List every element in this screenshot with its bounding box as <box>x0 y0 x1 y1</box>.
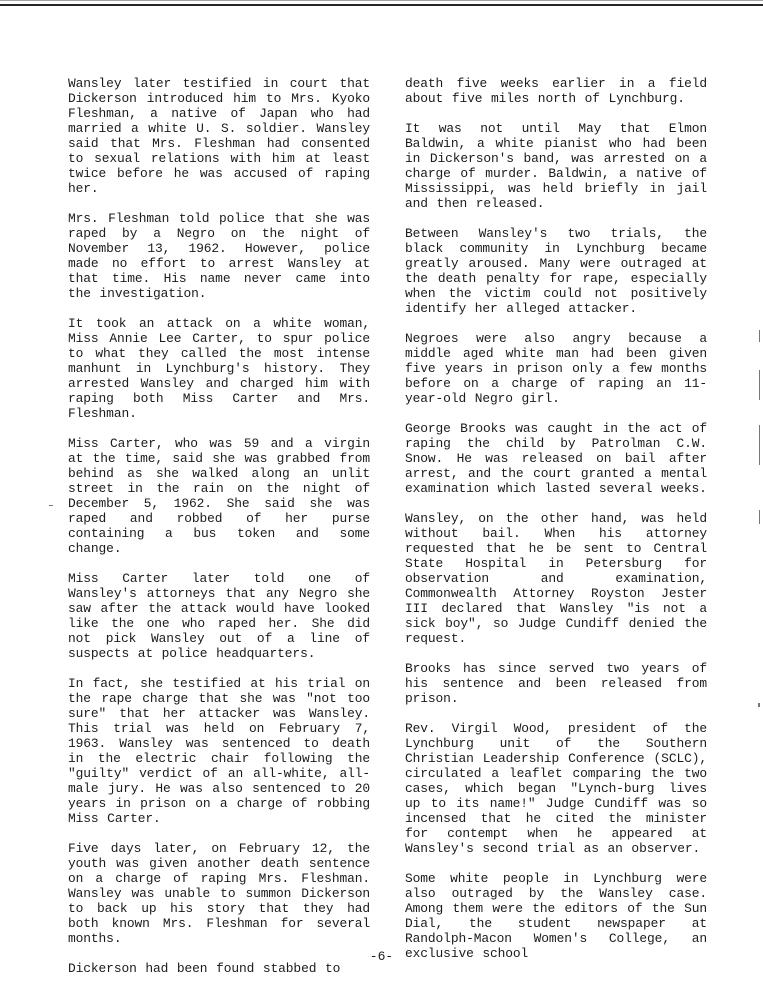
scan-margin-mark <box>758 703 760 707</box>
paragraph: Brooks has since served two years of his sentence and been released from prison. <box>405 661 707 706</box>
paragraph: George Brooks was caught in the act of raping the child by Patrolman C.W. Snow. He was released on bail after arrest, and the court granted a mental examination which lasted several weeks. <box>405 421 707 496</box>
paragraph: Miss Carter, who was 59 and a virgin at the time, said she was grabbed from behind as she walked along an unlit street in the rain on the night of December 5, 1962. She said she was raped and robbed of her purse containing a bus token and some change. <box>68 436 370 556</box>
paragraph: Miss Carter later told one of Wansley's attorneys that any Negro she saw after the attack would have looked like the one who raped her. She did not pick Wansley out of a line of suspects at police headquarters. <box>68 571 370 661</box>
paragraph: Mrs. Fleshman told police that she was raped by a Negro on the night of November 13, 1962. However, police made no effort to arrest Wansley at that time. His name never came into the investigation. <box>68 211 370 301</box>
paragraph: It was not until May that Elmon Baldwin, a white pianist who had been in Dickerson's band, was arrested on a charge of murder. Baldwin, a native of Mississippi, was held briefly in jail and then released. <box>405 121 707 211</box>
paragraph: It took an attack on a white woman, Miss Annie Lee Carter, to spur police to what they called the most intense manhunt in Lynchburg's history. They arrested Wansley and charged him with raping both Miss Carter and Mrs. Fleshman. <box>68 316 370 421</box>
paragraph: Dickerson had been found stabbed to <box>68 961 341 976</box>
paragraph: Between Wansley's two trials, the black community in Lynchburg became greatly aroused. Many were outraged at the death penalty for rape, especially when the victim could not positively identify her alleged attacker. <box>405 226 707 316</box>
page-number: -6- <box>369 949 394 964</box>
top-border-line <box>0 4 763 6</box>
paragraph: Wansley later testified in court that Dickerson introduced him to Mrs. Kyoko Fleshman, a native of Japan who had married a white U. S. soldier. Wansley said that Mrs. Fleshman had consented to sexual relations with him at least twice before he was accused of raping her. <box>68 76 370 196</box>
paragraph: Rev. Virgil Wood, president of the Lynchburg unit of the Southern Christian Leadership Conference (SCLC), circulated a leaflet comparing the two cases, which began "Lynch-burg lives up to its name!" Judge Cundiff was so incensed that he cited the minister for contempt when he appeared at Wansley's second trial as an observer. <box>405 721 707 856</box>
scan-margin-mark <box>759 510 760 524</box>
left-column <box>68 76 370 991</box>
right-column <box>405 76 707 976</box>
paragraph: death five weeks earlier in a field about five miles north of Lynchburg. <box>405 76 707 106</box>
paragraph: Five days later, on February 12, the youth was given another death sentence on a charge of raping Mrs. Fleshman. Wansley was unable to summon Dickerson to back up his story that they had both known Mrs. Fleshman for several months. <box>68 841 370 946</box>
scan-margin-mark <box>759 370 760 400</box>
scan-margin-mark <box>759 425 760 465</box>
paragraph: Wansley, on the other hand, was held without bail. When his attorney requested that he be sent to Central State Hospital in Petersburg for observation and examination, Commonwealth Attorney Royston Jester III declared that Wansley "is not a sick boy", so Judge Cundiff denied the request. <box>405 511 707 646</box>
paragraph: Negroes were also angry because a middle aged white man had been given five years in prison only a few months before on a charge of raping an 11-year-old Negro girl. <box>405 331 707 406</box>
scan-margin-mark <box>49 505 53 506</box>
scan-edge-line <box>0 0 763 1</box>
scan-margin-mark <box>759 330 760 342</box>
paragraph: Some white people in Lynchburg were also outraged by the Wansley case. Among them were the editors of the Sun Dial, the student newspaper at Randolph-Macon Women's College, an exclusive school <box>405 871 707 961</box>
paragraph: In fact, she testified at his trial on the rape charge that she was "not too sure" that her attacker was Wansley. This trial was held on February 7, 1963. Wansley was sentenced to death in the electric chair following the "guilty" verdict of an all-white, all-male jury. He was also sentenced to 20 years in prison on a charge of robbing Miss Carter. <box>68 676 370 826</box>
